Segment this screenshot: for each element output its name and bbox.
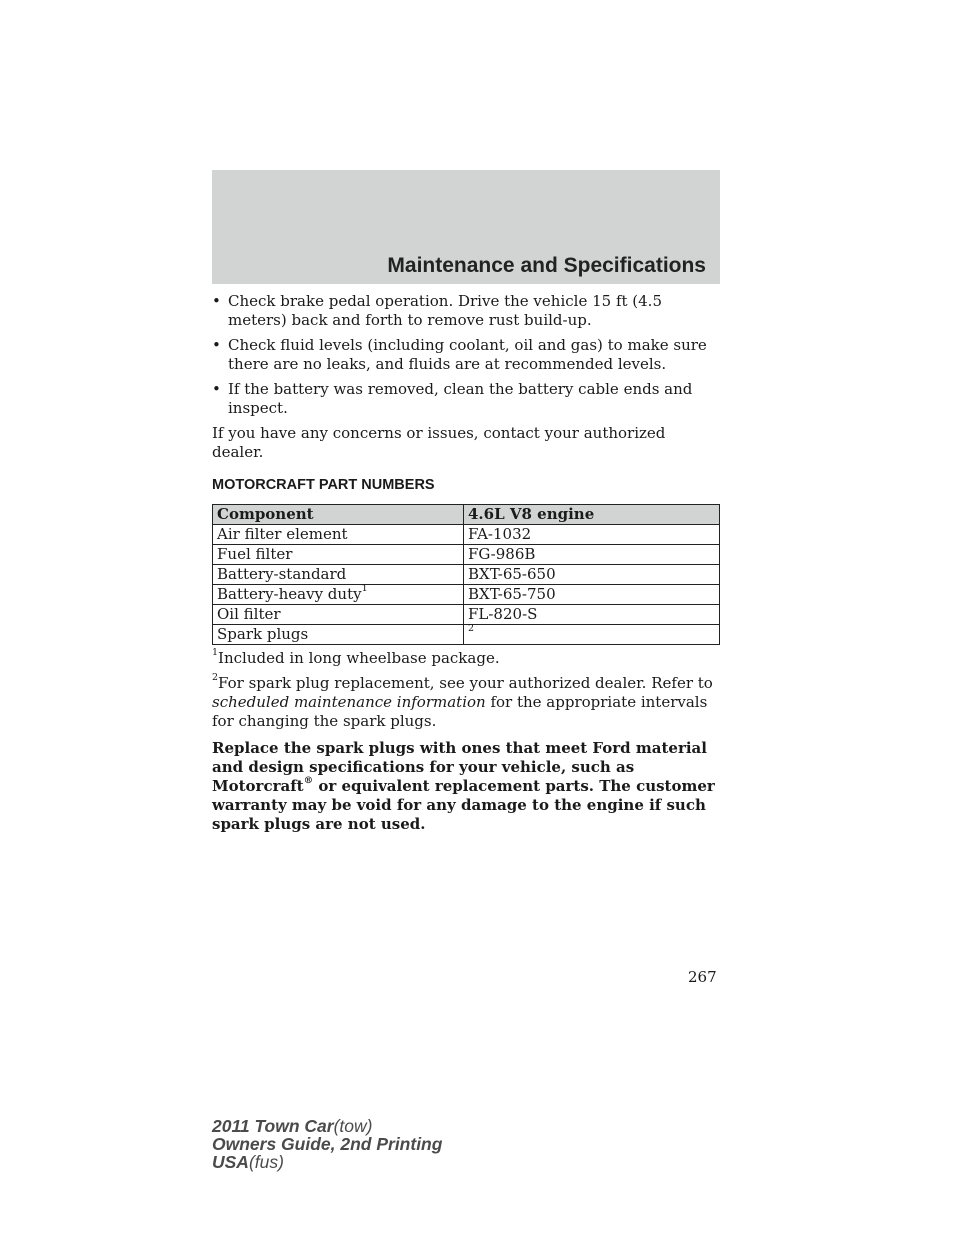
bullet-icon: • — [212, 336, 221, 354]
bullet-text: Check brake pedal operation. Drive the vehicle 15 ft (4.5 meters) back and forth to remove rust build-up. — [228, 292, 662, 329]
bullet-item — [212, 336, 720, 374]
part-number-cell: FA-1032 — [464, 525, 720, 545]
section-title: Maintenance and Specifications — [387, 254, 706, 277]
bullet-item — [212, 292, 720, 330]
footnote-marker: 2 — [468, 623, 475, 634]
bullet-item — [212, 380, 720, 418]
table-row — [213, 525, 720, 545]
page-number: 267 — [688, 968, 717, 986]
table-row — [213, 545, 720, 565]
page-content — [212, 292, 720, 834]
part-number-cell: FL-820-S — [464, 605, 720, 625]
part-number-cell — [464, 625, 720, 645]
component-cell: Fuel filter — [213, 545, 464, 565]
section-header-band — [212, 170, 720, 284]
spark-plug-warning: Replace the spark plugs with ones that meet Ford material and design specifications for your vehicle, such as Motorcraft® or equivalent replacement parts. The customer warranty may be void for any damage to the engine if such spark plugs are not used. — [212, 739, 715, 833]
footer-line-3: USA(fus) — [212, 1152, 284, 1172]
table-header-row — [213, 505, 720, 525]
bullet-text: If the battery was removed, clean the battery cable ends and inspect. — [228, 380, 693, 417]
component-cell: Oil filter — [213, 605, 464, 625]
footnote-marker: 1 — [212, 647, 219, 658]
footer-line-2: Owners Guide, 2nd Printing — [212, 1134, 443, 1154]
concerns-paragraph: If you have any concerns or issues, contact your authorized dealer. — [212, 424, 666, 461]
document-footer — [212, 1117, 442, 1171]
table-row — [213, 585, 720, 605]
component-cell: Spark plugs — [213, 625, 464, 645]
column-header-engine: 4.6L V8 engine — [464, 505, 720, 525]
footnote-2: $^2$For spark plug replacement, see your authorized dealer. Refer to scheduled maintenance information for the appropriate intervals for changing the spark plugs. — [212, 672, 713, 730]
part-numbers-table — [212, 504, 720, 645]
bullet-icon: • — [212, 380, 221, 398]
table-row — [213, 605, 720, 625]
registered-mark: ® — [303, 775, 314, 786]
bullet-text: Check fluid levels (including coolant, oil and gas) to make sure there are no leaks, and fluids are at recommended levels. — [228, 336, 707, 373]
table-row — [213, 565, 720, 585]
footnote-marker: 1 — [361, 583, 368, 594]
part-number-cell: BXT-65-650 — [464, 565, 720, 585]
component-cell: Battery-heavy duty$^1$ — [213, 585, 464, 605]
component-cell: Battery-standard — [213, 565, 464, 585]
part-number-cell: BXT-65-750 — [464, 585, 720, 605]
section-heading: MOTORCRAFT PART NUMBERS — [212, 477, 435, 493]
table-row — [213, 625, 720, 645]
bullet-icon: • — [212, 292, 221, 310]
maintenance-reference: scheduled maintenance information — [212, 693, 486, 711]
component-cell: Air filter element — [213, 525, 464, 545]
column-header-component: Component — [213, 505, 464, 525]
part-number-cell: FG-986B — [464, 545, 720, 565]
footnote-marker: 2 — [212, 672, 219, 683]
footer-line-1: 2011 Town Car(tow) — [212, 1116, 373, 1136]
footnote-1: $^1$Included in long wheelbase package. — [212, 647, 500, 667]
